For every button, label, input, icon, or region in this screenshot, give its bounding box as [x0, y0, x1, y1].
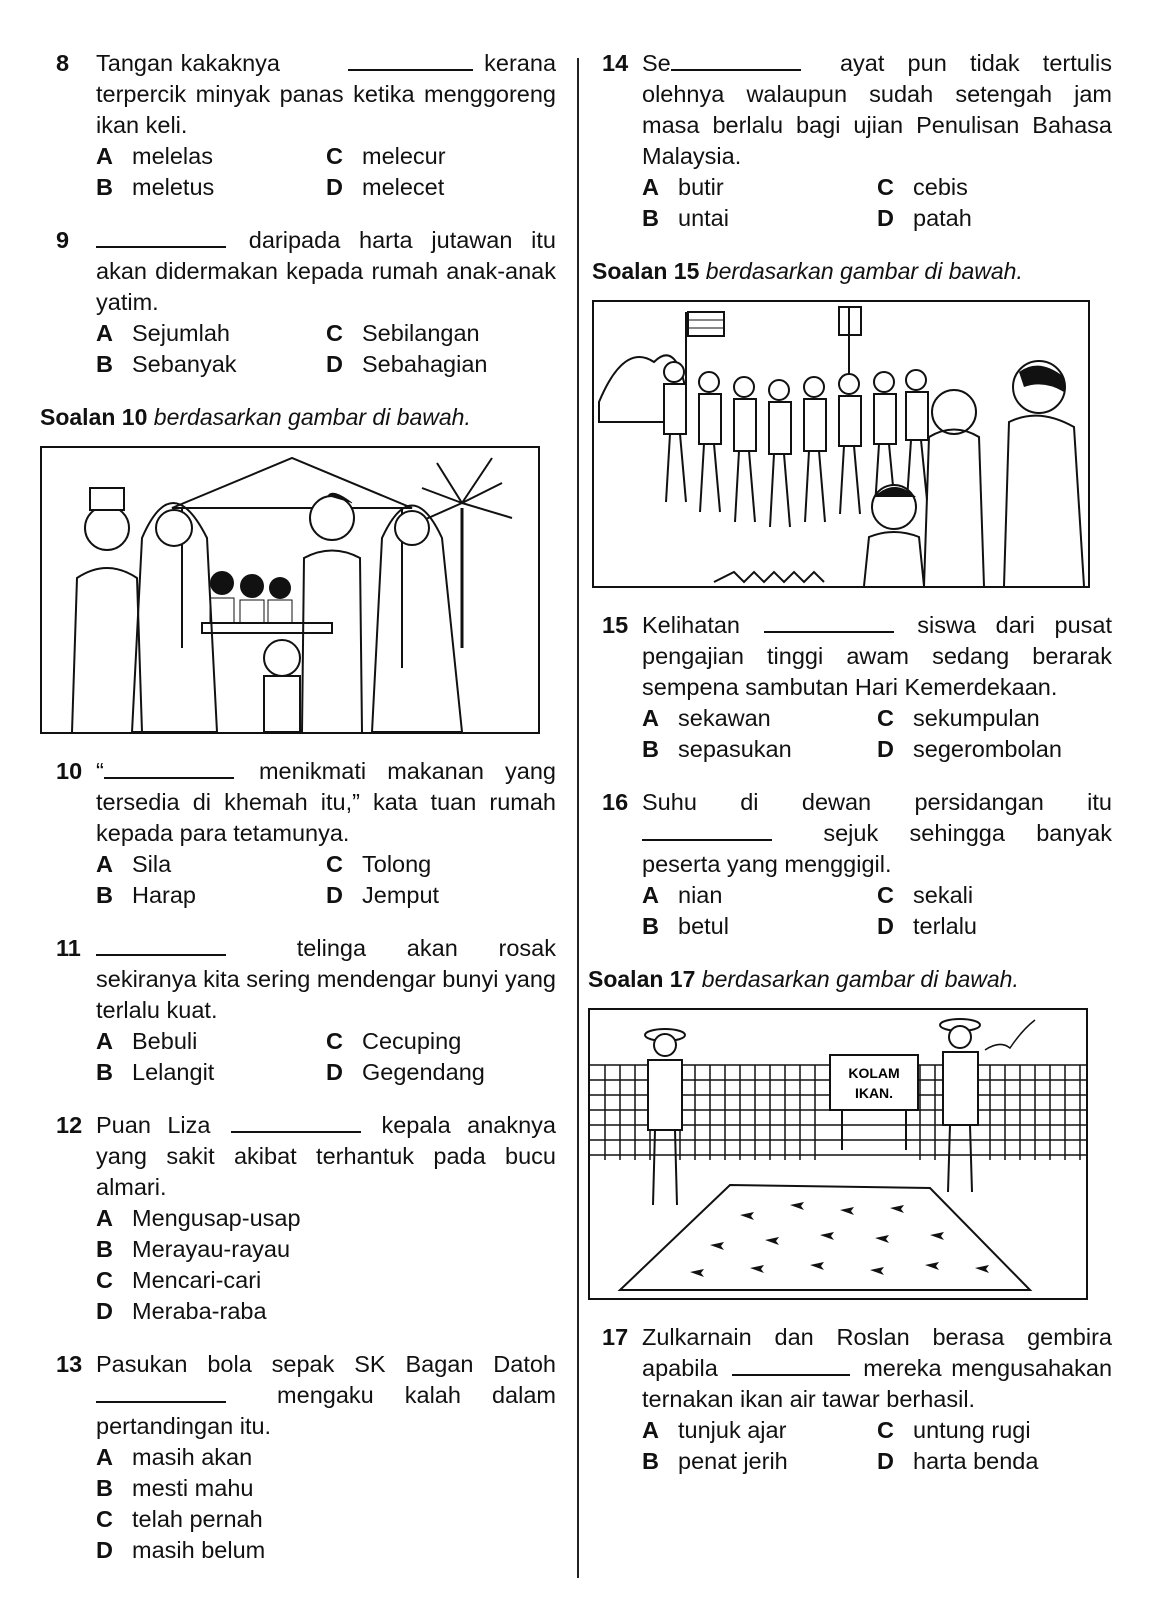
option-d[interactable]: D melecet [326, 174, 445, 200]
option-c[interactable]: C Sebilangan [326, 320, 480, 346]
answer-blank [96, 1381, 226, 1403]
option-c[interactable]: C melecur [326, 143, 446, 169]
option-d[interactable]: D Sebahagian [326, 351, 488, 377]
answer-blank [764, 611, 894, 633]
sign-text-line1: KOLAM [848, 1065, 900, 1081]
option-a[interactable]: A masih akan [96, 1444, 253, 1470]
section-heading-17: Soalan 17 berdasarkan gambar di bawah. [588, 966, 1019, 992]
question-text [96, 48, 556, 141]
rope-barrier [714, 572, 824, 582]
option-a[interactable]: A sekawan [642, 705, 771, 731]
question-17 [602, 1322, 1112, 1477]
question-text-pre: Puan Liza [96, 1112, 211, 1138]
option-d[interactable]: D patah [877, 205, 972, 231]
option-a[interactable]: A nian [642, 882, 723, 908]
options [96, 1442, 556, 1566]
option-a[interactable]: A tunjuk ajar [642, 1417, 787, 1443]
option-a[interactable]: A melelas [96, 143, 213, 169]
options [642, 172, 1112, 234]
options [96, 1026, 556, 1088]
food-table [202, 623, 332, 633]
option-b[interactable]: B Lelangit [96, 1059, 215, 1085]
question-11 [56, 933, 556, 1088]
option-b[interactable]: B Sebanyak [96, 351, 237, 377]
answer-blank [642, 819, 772, 841]
question-number: 15 [602, 612, 629, 638]
sign-text-line2: IKAN. [854, 1085, 894, 1101]
options [96, 849, 556, 911]
options [642, 703, 1112, 765]
option-d[interactable]: D terlalu [877, 913, 978, 939]
option-a[interactable]: A Sila [96, 851, 172, 877]
question-13 [56, 1349, 556, 1566]
answer-blank [671, 49, 801, 71]
question-number: 16 [602, 789, 629, 815]
question-text-pre: Tangan kakaknya [96, 50, 280, 76]
question-text-post: mengaku kalah dalam pertandingan itu. [96, 1382, 556, 1439]
question-text-post: menikmati makanan yang tersedia di khemah itu,” kata tuan rumah kepada para tetamunya. [96, 758, 556, 846]
options [96, 1203, 556, 1327]
option-b[interactable]: B Harap [96, 882, 197, 908]
question-15 [602, 610, 1112, 765]
option-d[interactable]: D segerombolan [877, 736, 1062, 762]
answer-blank [231, 1111, 361, 1133]
question-text-pre: Zulkarnain dan Roslan berasa gembira apabila [642, 1324, 1112, 1381]
question-text [642, 787, 1112, 880]
option-d[interactable]: D harta benda [877, 1448, 1039, 1474]
question-text [96, 933, 556, 1026]
answer-blank [348, 49, 473, 71]
right-column [588, 48, 1113, 1477]
answer-blank [96, 226, 226, 248]
question-number: 13 [56, 1351, 83, 1377]
flag-malaysia [688, 312, 724, 336]
option-a[interactable]: A Sejumlah [96, 320, 230, 346]
question-text [642, 48, 1112, 172]
option-c[interactable]: C untung rugi [877, 1417, 1031, 1443]
option-c[interactable]: C cebis [877, 174, 968, 200]
question-12 [56, 1110, 556, 1327]
option-c[interactable]: C Tolong [326, 851, 432, 877]
option-c[interactable]: C telah pernah [96, 1506, 263, 1532]
question-text-post: sejuk sehingga banyak peserta yang menggigil. [642, 820, 1112, 877]
options [96, 318, 556, 380]
question-text [96, 1110, 556, 1203]
pond-sign [830, 1055, 918, 1110]
question-text [96, 225, 556, 318]
column-divider [577, 58, 579, 1578]
question-text [96, 756, 556, 849]
boy [264, 640, 300, 676]
question-9 [56, 225, 556, 380]
question-number: 11 [56, 935, 81, 961]
question-text-post: mereka mengusahakan ternakan ikan air tawar berhasil. [642, 1355, 1113, 1412]
option-c[interactable]: C Mencari-cari [96, 1267, 262, 1293]
option-b[interactable]: B meletus [96, 174, 215, 200]
question-text-pre: Suhu di dewan persidangan itu [642, 789, 1112, 815]
question-number: 14 [602, 50, 629, 76]
question-8 [56, 48, 556, 203]
feast-illustration [42, 448, 538, 732]
section-heading-15: Soalan 15 berdasarkan gambar di bawah. [592, 258, 1023, 284]
option-a[interactable]: A butir [642, 174, 724, 200]
option-d[interactable]: D Gegendang [326, 1059, 485, 1085]
question-number: 10 [56, 758, 83, 784]
answer-blank [104, 757, 234, 779]
question-14 [602, 48, 1112, 234]
option-b[interactable]: B sepasukan [642, 736, 792, 762]
options [96, 141, 556, 203]
question-text-post: kerana terpercik minyak panas ketika menggoreng ikan keli. [96, 50, 557, 138]
option-b[interactable]: B betul [642, 913, 729, 939]
parade-illustration [594, 302, 1088, 586]
option-b[interactable]: B untai [642, 205, 729, 231]
question-text-post: ayat pun tidak tertulis olehnya walaupun sudah setengah jam masa berlalu bagi ujian Penulisan Bahasa Malaysia. [642, 50, 1113, 169]
question-number: 9 [56, 227, 70, 253]
options [642, 880, 1112, 942]
question-number: 12 [56, 1112, 83, 1138]
option-b[interactable]: B mesti mahu [96, 1475, 254, 1501]
open-quote: “ [96, 758, 104, 784]
guest-man [310, 496, 354, 540]
left-column [40, 48, 557, 1566]
option-c[interactable]: C sekumpulan [877, 705, 1040, 731]
option-d[interactable]: D Meraba-raba [96, 1298, 267, 1324]
question-text [642, 610, 1112, 703]
question-text [96, 1349, 556, 1442]
question-text-post: siswa dari pusat pengajian tinggi awam sedang berarak sempena sambutan Hari Kemerdekaan. [642, 612, 1112, 700]
host-man [85, 506, 129, 550]
picture-fish-pond [588, 1008, 1088, 1300]
option-d[interactable]: D masih belum [96, 1537, 266, 1563]
section-heading-10: Soalan 10 berdasarkan gambar di bawah. [40, 404, 471, 430]
question-10 [56, 756, 556, 911]
picture-parade [592, 300, 1090, 588]
answer-blank [732, 1354, 850, 1376]
question-text-pre: Kelihatan [642, 612, 740, 638]
option-c[interactable]: C sekali [877, 882, 974, 908]
question-16 [602, 787, 1112, 942]
fish-pond [620, 1185, 1030, 1290]
answer-blank [96, 934, 226, 956]
options [642, 1415, 1112, 1477]
question-number: 17 [602, 1324, 629, 1350]
question-text-post: kepala anaknya yang sakit akibat terhantuk pada bucu almari. [96, 1112, 557, 1200]
option-a[interactable]: A Mengusap-usap [96, 1205, 301, 1231]
question-text-post: telinga akan rosak sekiranya kita sering mendengar bunyi yang terlalu kuat. [96, 935, 557, 1023]
fish-pond-illustration [590, 1010, 1086, 1298]
spectator-man [932, 390, 976, 434]
question-text-pre: Se [642, 50, 671, 76]
tent-roof [172, 458, 412, 508]
option-b[interactable]: B penat jerih [642, 1448, 788, 1474]
smoke [985, 1020, 1035, 1050]
question-text [642, 1322, 1112, 1415]
question-number: 8 [56, 50, 70, 76]
fish-school [690, 1202, 989, 1277]
question-text-post: daripada harta jutawan itu akan didermakan kepada rumah anak-anak yatim. [96, 227, 557, 315]
picture-feast-tent [40, 446, 540, 734]
question-text-pre: Pasukan bola sepak SK Bagan Datoh [96, 1351, 556, 1377]
option-a[interactable]: A Bebuli [96, 1028, 198, 1054]
option-b[interactable]: B Merayau-rayau [96, 1236, 291, 1262]
option-d[interactable]: D Jemput [326, 882, 440, 908]
option-c[interactable]: C Cecuping [326, 1028, 462, 1054]
